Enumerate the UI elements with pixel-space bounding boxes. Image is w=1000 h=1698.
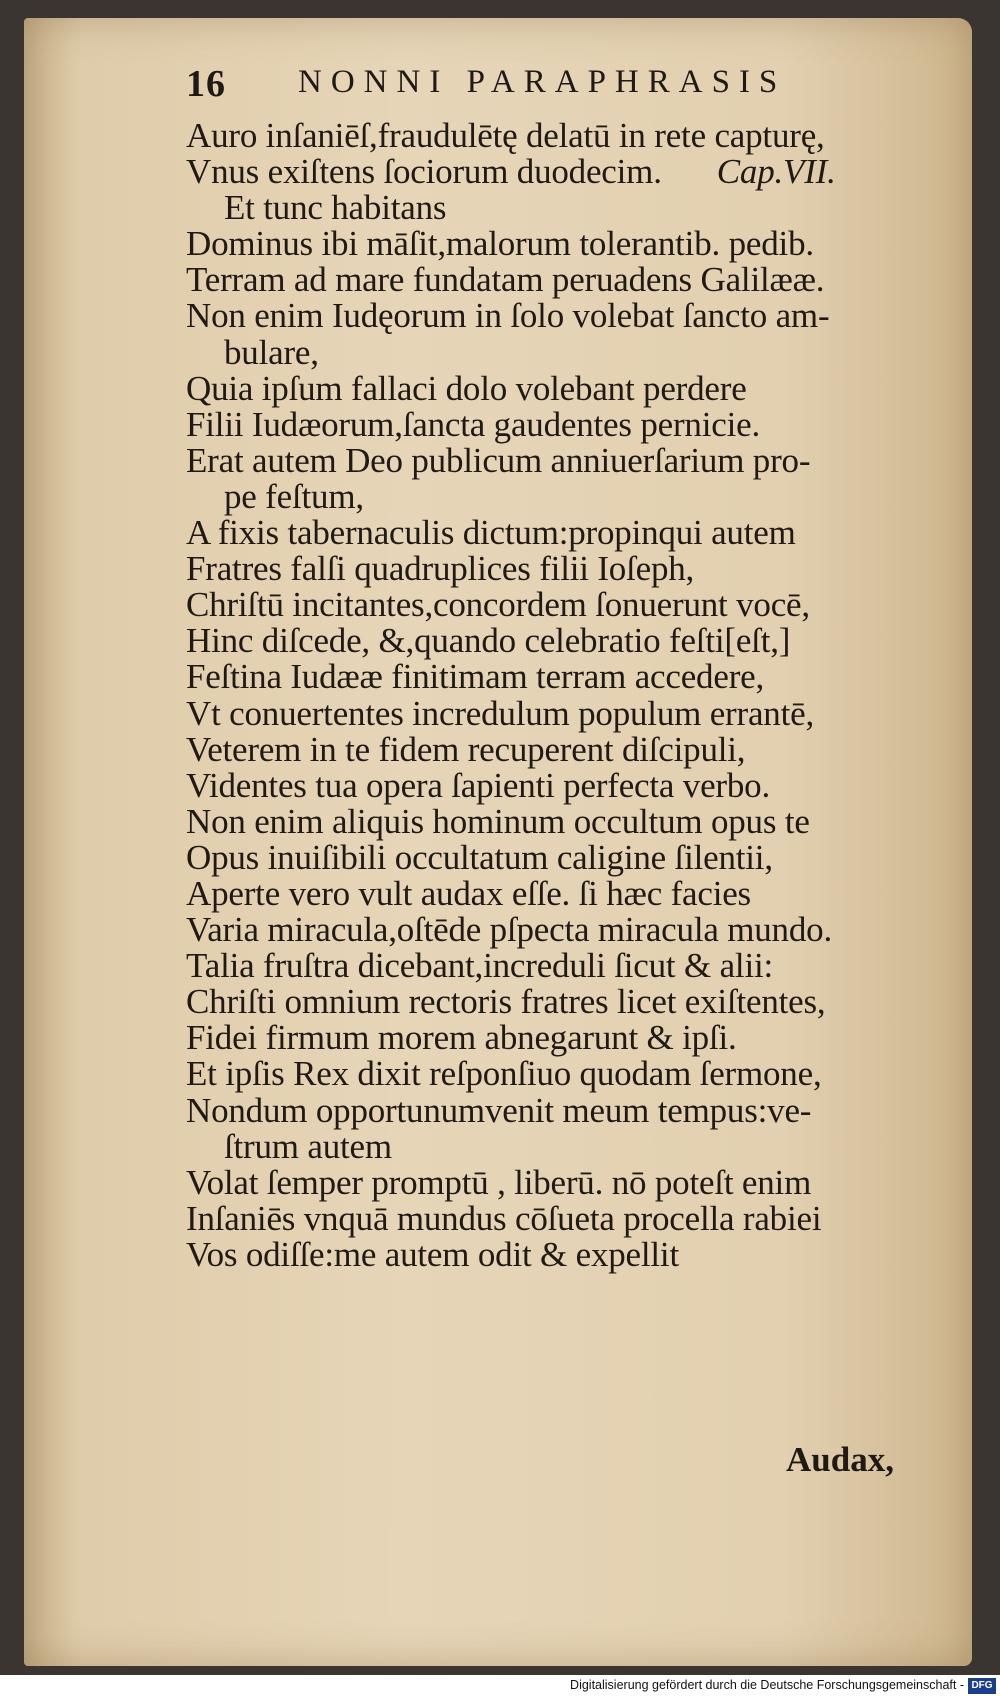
text-line [186,404,916,444]
text-line [186,984,916,1020]
text-line [186,440,916,480]
text-line [186,190,916,226]
text-line-content: Vnus exiſtens ſociorum duodecim. [186,152,662,192]
text-line-content: Fratres falſi quadruplices filii Ioſeph, [186,549,695,589]
text-line-content: Et tunc habitans [224,188,447,228]
text-line-content: Terram ad mare fundatam peruadens Galilææ. [186,260,825,300]
text-line-content: pe feſtum, [224,476,364,516]
text-line [186,693,916,733]
verse-text-block [186,118,916,1273]
text-line [186,659,916,695]
text-line [186,118,916,154]
text-line-content: Fidei firmum morem abnegarunt & ipſi. [186,1018,737,1058]
page-number: 16 [186,63,226,105]
text-line [186,476,916,516]
text-line [186,1198,916,1238]
text-line [186,587,916,623]
text-line-content: Vt conuertentes incredulum populum errantē, [186,693,814,733]
text-line-content: Nondum opportunumvenit meum tempus:ve- [186,1090,812,1130]
text-line-content: Non enim aliquis hominum occultum opus te [186,801,810,841]
text-line [186,623,916,659]
text-line-content: Et ipſis Rex dixit reſponſiuo quodam ſermone, [186,1054,822,1094]
text-line [186,912,916,948]
text-line-content: Inſaniēs vnquā mundus cōſueta procella rabiei [186,1198,822,1238]
text-line-content: Volat ſemper promptū , liberū. nō poteſt enim [186,1162,812,1202]
text-line [186,262,916,298]
text-line-content: Vos odiſſe:me autem odit & expellit [186,1234,679,1274]
funding-credit: Digitalisierung gefördert durch die Deutsche Forschungsgemeinschaft - [570,1678,964,1692]
text-line [186,729,916,769]
running-title: NONNI PARAPHRASIS [298,64,787,100]
text-line-content: bulare, [224,332,319,372]
text-line [186,551,916,587]
text-line-content: Varia miracula,oſtēde pſpecta miracula mundo. [186,910,833,950]
dfg-logo-icon: DFG [968,1678,996,1694]
text-line [186,765,916,805]
page-header [186,62,846,108]
text-line-content: Non enim Iudęorum in ſolo volebat ſancto am- [186,296,830,336]
text-line [186,1162,916,1202]
text-line-content: Aperte vero vult audax eſſe. ſi hæc facies [186,873,751,913]
catchword: Audax, [786,1440,894,1479]
text-line-content: Chriſtū incitantes,concordem ſonuerunt vocē, [186,585,810,625]
text-line [186,1234,916,1274]
text-line [186,515,916,551]
text-line-content: Quia ipſum fallaci dolo volebant perdere [186,368,747,408]
text-line [186,873,916,913]
text-line [186,298,916,334]
text-line-content: Chriſti omnium rectoris fratres licet exiſtentes, [186,982,826,1022]
text-line [186,368,916,408]
text-line [186,154,916,190]
text-line [186,1056,916,1092]
text-line-content: Auro inſaniēſ,fraudulētę delatū in rete capturę, [186,116,825,155]
text-line [186,226,916,262]
text-line-content: Opus inuiſibili occultatum caligine ſilentii, [186,837,773,877]
text-line [186,1126,916,1166]
text-line-content: Dominus ibi māſit,malorum tolerantib. pedib. [186,224,814,264]
chapter-reference: Cap.VII. [716,152,836,192]
text-line [186,948,916,984]
text-line-content: A fixis tabernaculis dictum:propinqui autem [186,513,796,553]
text-line-content: Erat autem Deo publicum anniuerſarium pro- [186,440,811,480]
text-line-content: Talia fruſtra dicebant,increduli ſicut & alii: [186,946,774,986]
text-line [186,837,916,877]
text-line [186,801,916,841]
text-line-content: Filii Iudæorum,ſancta gaudentes pernicie. [186,404,760,444]
text-line [186,1020,916,1056]
text-line [186,1090,916,1130]
text-line-content: Hinc diſcede, &,quando celebratio feſti[eſt,] [186,621,791,661]
footer-bar [0,1675,1000,1698]
text-line-content: Feſtina Iudææ finitimam terram accedere, [186,657,765,697]
text-line [186,332,916,372]
text-line-content: Videntes tua opera ſapienti perfecta verbo. [186,765,771,805]
text-line-content: ſtrum autem [224,1126,392,1166]
text-line-content: Veterem in te fidem recuperent diſcipuli, [186,729,746,769]
